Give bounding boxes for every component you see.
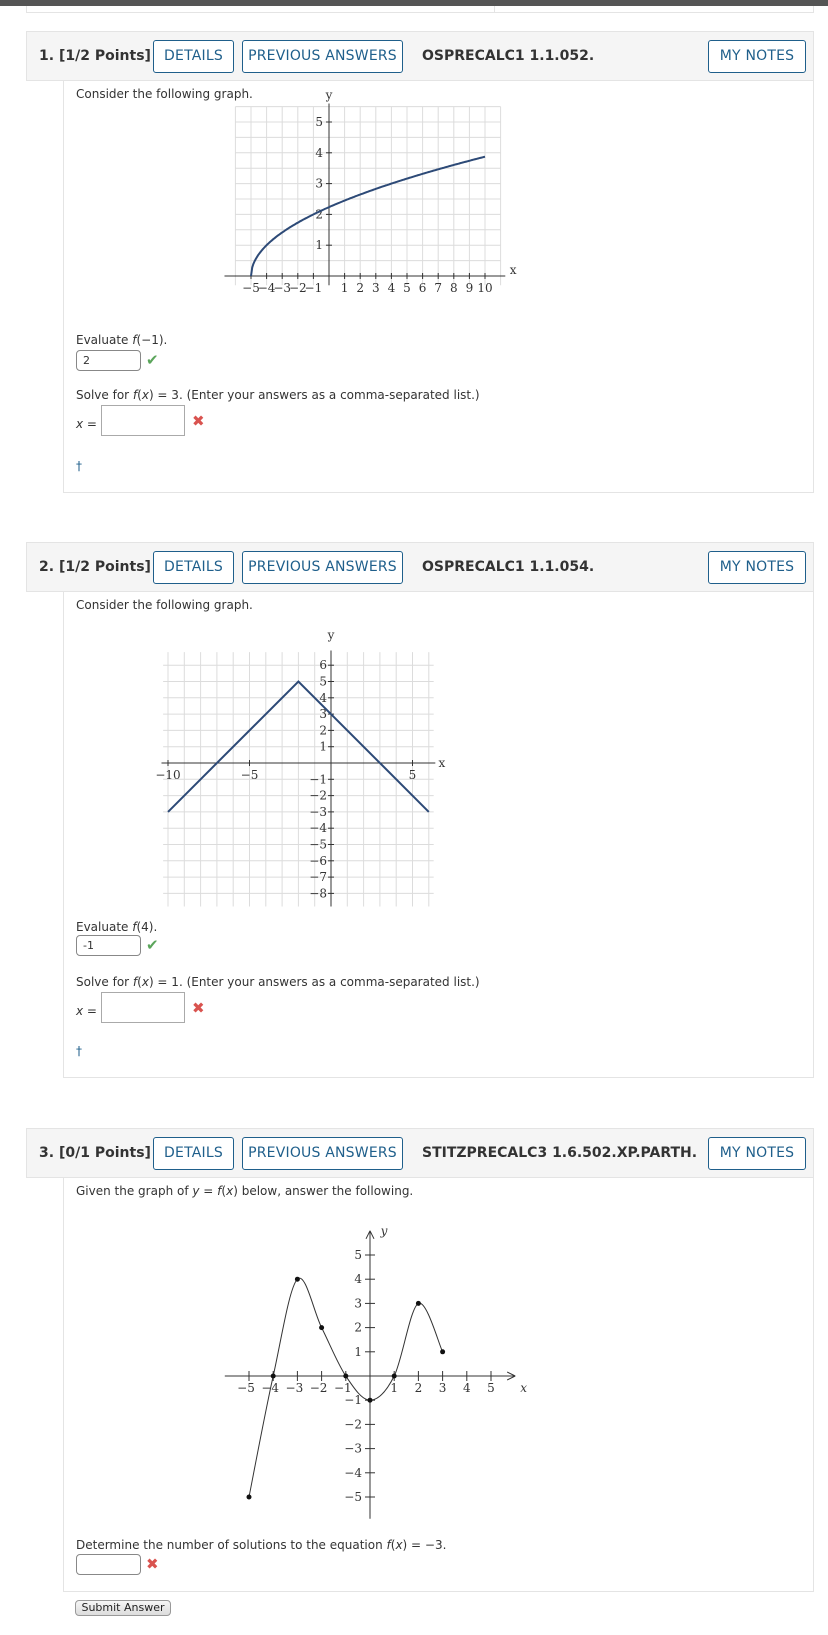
y-tick-label: 5 — [354, 1248, 362, 1262]
part1-label: Evaluate f(4). — [76, 920, 158, 934]
my-notes-button[interactable]: MY NOTES — [708, 551, 806, 584]
previous-answers-button[interactable]: PREVIOUS ANSWERS — [242, 1137, 403, 1170]
x-tick-label: −5 — [237, 1381, 255, 1395]
question-source: STITZPRECALC3 1.6.502.XP.PARTH. — [422, 1145, 698, 1161]
question-number: 1. — [39, 48, 55, 64]
y-axis-label: y — [380, 1223, 388, 1238]
y-tick-label: 4 — [315, 145, 323, 160]
data-point — [343, 1374, 348, 1379]
question-number: 2. — [39, 559, 55, 575]
x-tick-label: 3 — [371, 281, 380, 295]
y-tick-label: 6 — [319, 658, 327, 673]
x-tick-label: −4 — [257, 281, 276, 295]
x-tick-label: 9 — [465, 281, 474, 295]
data-point — [247, 1495, 252, 1500]
dagger-link[interactable]: † — [76, 459, 82, 473]
part1-label: Determine the number of solutions to the equation f(x) = −3. — [76, 1538, 447, 1552]
x-tick-label: 4 — [387, 281, 396, 295]
x-tick-label: −2 — [288, 281, 307, 295]
question-1-header — [26, 31, 814, 81]
y-tick-label: 2 — [354, 1320, 362, 1335]
previous-answers-button[interactable]: PREVIOUS ANSWERS — [242, 40, 403, 73]
y-tick-label: 2 — [315, 207, 323, 222]
x-tick-label: −4 — [261, 1381, 280, 1395]
x-axis-label: x — [520, 1381, 528, 1395]
x-tick-label: −5 — [240, 768, 259, 782]
answer-field-f-of-4[interactable]: -1 — [76, 935, 141, 956]
answer-field-solve-x[interactable] — [101, 405, 185, 436]
question-points: [0/1 Points] — [59, 1145, 151, 1161]
y-tick-label: −5 — [344, 1490, 362, 1504]
y-tick-label: −8 — [309, 886, 327, 901]
x-tick-label: −1 — [333, 1381, 352, 1395]
y-tick-label: 3 — [315, 176, 323, 191]
y-axis-label: y — [327, 628, 335, 643]
question-points: [1/2 Points] — [59, 48, 151, 64]
check-icon: ✔ — [146, 351, 159, 369]
data-point — [319, 1325, 324, 1330]
question-3-header — [26, 1128, 814, 1178]
my-notes-button[interactable]: MY NOTES — [708, 40, 806, 73]
question-prompt: Consider the following graph. — [76, 87, 253, 101]
y-tick-label: 1 — [319, 739, 327, 754]
data-point — [392, 1374, 397, 1379]
y-tick-label: −2 — [309, 788, 327, 803]
y-tick-label: 3 — [354, 1296, 362, 1311]
y-tick-label: −7 — [309, 870, 327, 885]
dagger-link[interactable]: † — [76, 1044, 82, 1058]
top-bar-frame — [26, 6, 814, 13]
x-tick-label: 1 — [340, 281, 349, 295]
y-tick-label: −4 — [309, 821, 327, 836]
x-tick-label: 4 — [462, 1381, 471, 1395]
y-tick-label: 4 — [319, 690, 327, 705]
x-axis-label: x — [509, 263, 517, 277]
y-tick-label: −1 — [309, 772, 327, 787]
previous-answers-button[interactable]: PREVIOUS ANSWERS — [242, 551, 403, 584]
x-tick-label: 2 — [414, 1381, 423, 1395]
x-equals-label: x = — [76, 1004, 97, 1018]
y-tick-label: 1 — [315, 238, 323, 253]
data-point — [295, 1277, 300, 1282]
x-tick-label: −5 — [242, 281, 260, 295]
y-tick-label: 5 — [315, 115, 323, 129]
x-equals-label: x = — [76, 417, 97, 431]
y-tick-label: −1 — [344, 1393, 362, 1408]
x-tick-label: 1 — [390, 1381, 399, 1395]
data-point — [368, 1398, 373, 1403]
data-point — [440, 1349, 445, 1354]
y-tick-label: 4 — [354, 1272, 362, 1287]
y-tick-label: 3 — [319, 707, 327, 722]
x-tick-label: 5 — [408, 768, 417, 782]
x-tick-label: −2 — [309, 1381, 328, 1395]
question-3-body — [63, 1178, 814, 1592]
y-tick-label: 1 — [354, 1344, 362, 1359]
answer-field-f-of-minus-1[interactable]: 2 — [76, 350, 141, 371]
question-number: 3. — [39, 1145, 55, 1161]
x-tick-label: 10 — [477, 281, 493, 295]
details-button[interactable]: DETAILS — [153, 1137, 234, 1170]
x-tick-label: −3 — [273, 281, 292, 295]
details-button[interactable]: DETAILS — [153, 551, 234, 584]
question-3-graph — [162, 1210, 542, 1520]
question-points: [1/2 Points] — [59, 559, 151, 575]
part2-label: Solve for f(x) = 3. (Enter your answers as a comma-separated list.) — [76, 388, 480, 402]
part2-label: Solve for f(x) = 1. (Enter your answers as a comma-separated list.) — [76, 975, 480, 989]
my-notes-button[interactable]: MY NOTES — [708, 1137, 806, 1170]
x-tick-label: 2 — [356, 281, 365, 295]
x-tick-label: 5 — [403, 281, 411, 295]
y-tick-label: −3 — [309, 804, 327, 819]
answer-field-solve-x[interactable] — [101, 992, 185, 1023]
y-tick-label: −5 — [309, 837, 327, 852]
x-tick-label: −1 — [304, 281, 323, 295]
details-button[interactable]: DETAILS — [153, 40, 234, 73]
data-point — [416, 1301, 421, 1306]
x-mark-icon: ✖ — [146, 1555, 159, 1573]
x-tick-label: 6 — [418, 281, 427, 295]
y-tick-label: 5 — [319, 674, 327, 689]
x-axis-label: x — [438, 756, 446, 770]
y-tick-label: −6 — [309, 853, 327, 868]
question-prompt: Consider the following graph. — [76, 598, 253, 612]
x-tick-label: 8 — [449, 281, 458, 295]
question-source: OSPRECALC1 1.1.052. — [422, 48, 595, 64]
y-tick-label: 2 — [319, 723, 327, 738]
function-curve — [251, 157, 485, 276]
x-mark-icon: ✖ — [192, 412, 205, 430]
x-tick-label: 5 — [487, 1381, 495, 1395]
x-mark-icon: ✖ — [192, 999, 205, 1017]
submit-answer-button[interactable]: Submit Answer — [75, 1600, 171, 1616]
question-prompt: Given the graph of y = f(x) below, answer the following. — [76, 1184, 414, 1198]
x-tick-label: −3 — [285, 1381, 304, 1395]
y-tick-label: −3 — [344, 1441, 362, 1456]
y-axis-label: y — [325, 87, 333, 102]
check-icon: ✔ — [146, 936, 159, 954]
x-tick-label: −10 — [155, 768, 181, 782]
x-tick-label: 3 — [438, 1381, 447, 1395]
question-1-body — [63, 81, 814, 493]
question-2-graph — [155, 622, 542, 912]
question-source: OSPRECALC1 1.1.054. — [422, 559, 595, 575]
y-tick-label: −2 — [344, 1417, 362, 1432]
part1-label: Evaluate f(−1). — [76, 333, 168, 347]
question-2-body — [63, 592, 814, 1078]
y-tick-label: −4 — [344, 1465, 362, 1480]
data-point — [271, 1374, 276, 1379]
x-tick-label: 7 — [434, 281, 443, 295]
question-2-header — [26, 542, 814, 592]
answer-field-solutions[interactable] — [76, 1554, 141, 1575]
